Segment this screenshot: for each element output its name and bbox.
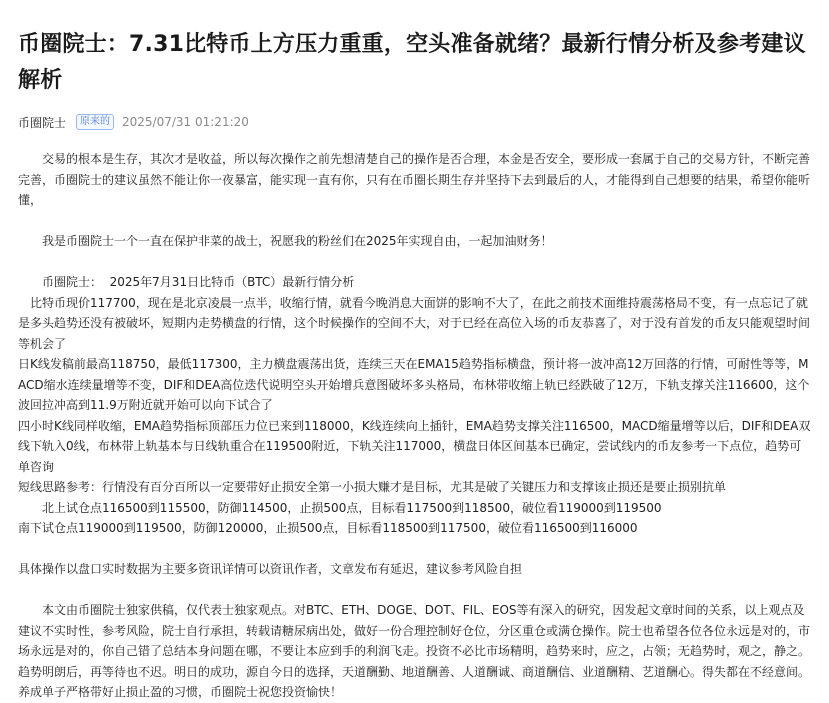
original-badge: 原来的 xyxy=(76,114,114,130)
paragraph-intro: 交易的根本是生存，其次才是收益，所以每次操作之前先想清楚自己的操作是否合理，本金是否安全，要形成一套属于自己的交易方针，不断完善完善，币圈院士的建议虽然不能让你一夜暴富，能实现一直有你，只有在币圈长期生存并坚持下去到最后的人，才能得到自己想要的结果，希望你能听懂， xyxy=(18,152,811,207)
paragraph-about: 本文由币圈院士独家供稿，仅代表士独家观点。对BTC、ETH、DOGE、DOT、FIL、EOS等有深入的研究，因发起文章时间的关系，以上观点及建议不实时性，参考风险，院士自行承担，转载请糖尿病出处，做好一份合理控制好仓位，分区重仓或满仓操作。院士也希望各位各位永远是对的，市场永远是对的，你自己错了总结本身问题在哪，不要让本应到手的利润飞走。投资不必比市场精明，趋势来时，应之，占领；无趋势时，观之，静之。趋势明朗后，再等待也不迟。明日的成功，源自今日的选择，天道酬勤、地道酬善、人道酬诚、商道酬信、业道酬精、艺道酬心。得失都在不经意间。养成单子严格带好止损止盈的习惯，币圈院士祝您投资愉快！ xyxy=(18,603,811,699)
article-title: 币圈院士：7.31比特币上方压力重重，空头准备就绪？最新行情分析及参考建议解析 xyxy=(18,32,806,93)
author-name[interactable]: 币圈院士 xyxy=(18,115,67,130)
article-body xyxy=(18,149,811,703)
short-entry-plan: 南下试仓点119000到119500，防御120000，止损500点，目标看118500到117500，破位看116500到116000 xyxy=(18,521,638,535)
paragraph-daily-k: 日K线发稿前最高118750，最低117300，主力横盘震荡出货，连续三天在EMA15趋势指标横盘，预计将一波冲高12万回落的行情，可耐性等等，MACD缩水连续量增等不变，DIF和DEA高位迭代说明空头开始增兵意图破坏多头格局，布林带收缩上轨已经跌破了12万，下轨支撑关注116600，这个波回拉冲高到11.9万附近就开始可以向下试合了 xyxy=(18,357,810,412)
paragraph-short-term: 短线思路参考：行情没有百分百所以一定要带好止损安全第一小损大赚才是目标，尤其是破了关键压力和支撑该止损还是要止损别抗单 xyxy=(18,480,727,494)
paragraph-4h-k: 四小时K线同样收缩，EMA趋势指标顶部压力位已来到118000，K线连续向上插针，EMA趋势支撑关注116500，MACD缩量增等以后，DIF和DEA双线下轨入0线，布林带上轨基本与日线轨重合在119500附近，下轨关注117000，横盘日体区间基本已确定，尝试线内的币友参考一下点位，趋势可单咨询 xyxy=(18,418,811,474)
paragraph-greeting: 我是币圈院士一个一直在保护非菜的战士，祝愿我的粉丝们在2025年实现自由，一起加油财务！ xyxy=(42,234,553,248)
analysis-heading: 币圈院士： 2025年7月31日比特币（BTC）最新行情分析 xyxy=(42,275,355,289)
paragraph-current-price: 比特币现价117700，现在是北京凌晨一点半，收缩行情，就看今晚消息大面饼的影响不大了，在此之前技术面维持震荡格局不变，有一点忘记了就是多头趋势还没有被破坏，短期内走势横盘的行情，这个时候操作的空间不大，对于已经在高位入场的币友恭喜了，对于没有首发的币友只能观望时间等机会了 xyxy=(18,295,811,351)
publish-date: 2025/07/31 01:21:20 xyxy=(122,115,249,129)
paragraph-disclaimer: 具体操作以盘口实时数据为主要多资讯详情可以资讯作者，文章发布有延迟，建议参考风险自担 xyxy=(18,562,523,576)
article-meta xyxy=(18,111,811,133)
long-entry-plan: 北上试仓点116500到115500，防御114500，止损500点，目标看117500到118500，破位看119000到119500 xyxy=(42,500,662,515)
